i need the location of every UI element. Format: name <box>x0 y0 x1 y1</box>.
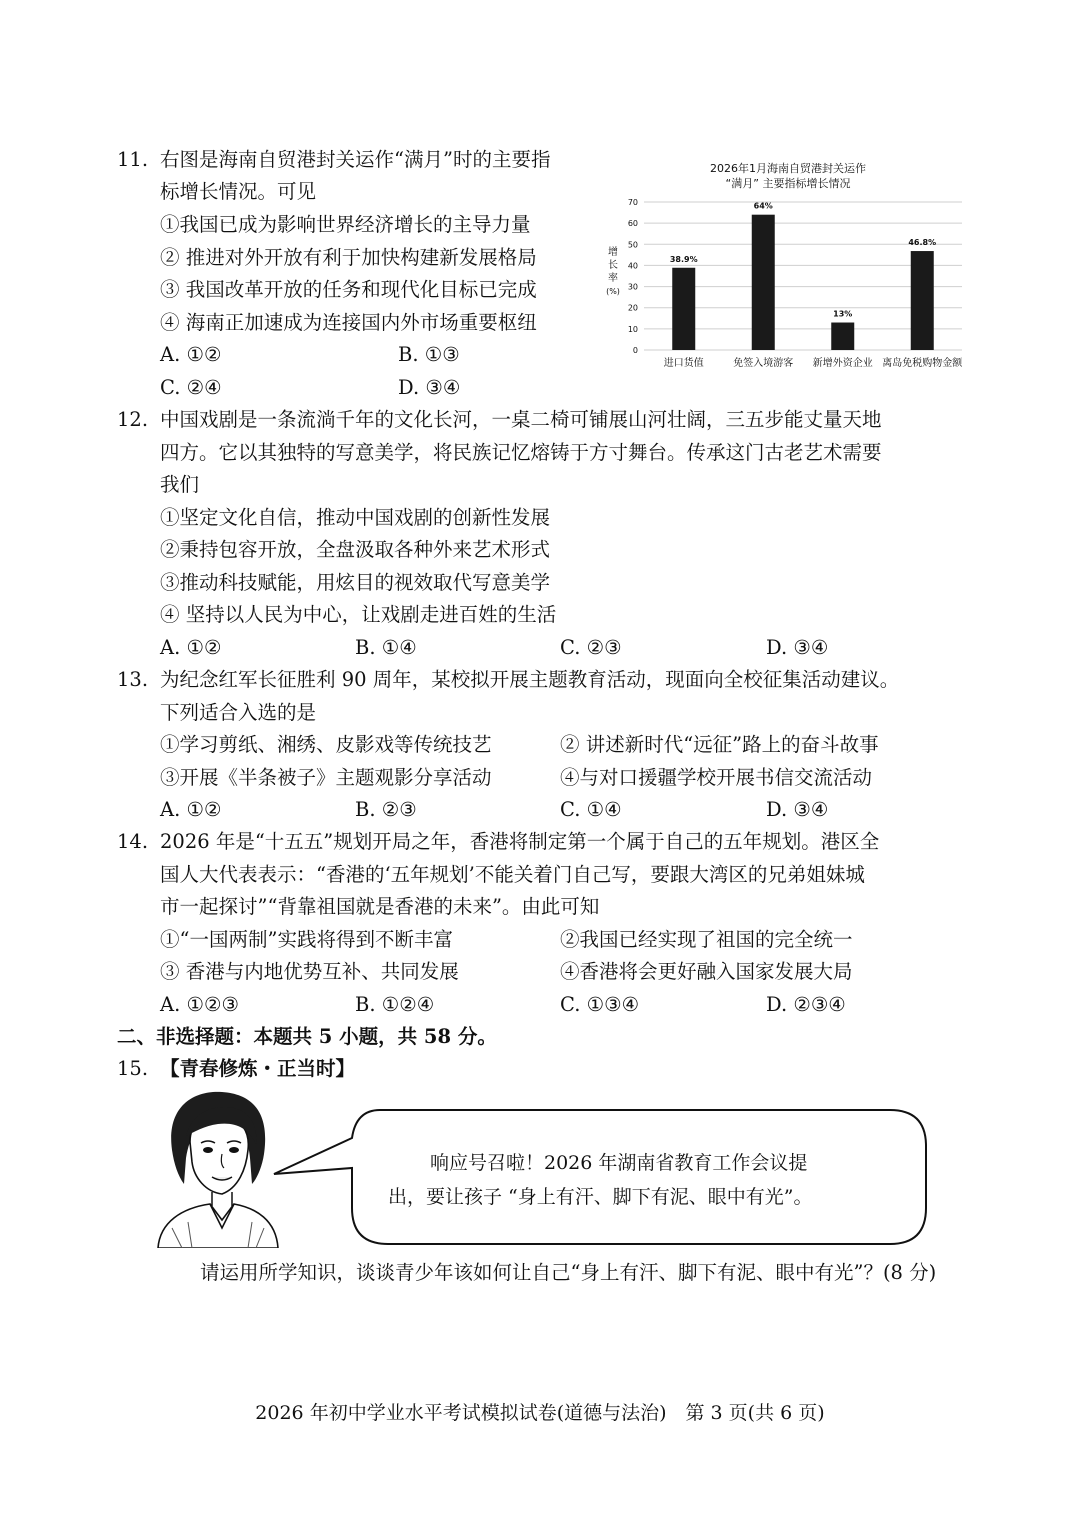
chart-title-line-1: 2026年1月海南自贸港封关运作 <box>710 162 866 175</box>
bubble-text-line: 响应号召啦！2026 年湖南省教育工作会议提 <box>430 1152 808 1174</box>
y-tick-label: 10 <box>627 324 638 334</box>
y-axis-label-char: 率 <box>608 273 618 284</box>
answer-option-a: A. ①②③ <box>160 993 239 1016</box>
answer-option-b: B. ②③ <box>355 798 417 821</box>
bubble-text-line: 出，要让孩子 “身上有汗、脚下有泥、眼中有光”。 <box>388 1186 813 1208</box>
y-tick-label: 40 <box>627 261 638 271</box>
y-axis-label-char: 长 <box>608 260 618 271</box>
bar-data-label: 46.8% <box>908 238 937 248</box>
y-axis-label-char: 增 <box>608 247 618 258</box>
question-stem-line: 国人大代表表示：“香港的‘五年规划’不能关着门自己写，要跟大湾区的兄弟姐妹城 <box>160 863 865 886</box>
question-number: 11. <box>117 148 149 171</box>
bar <box>672 268 695 350</box>
y-tick-label: 30 <box>627 282 638 292</box>
bar-data-label: 64% <box>753 201 773 211</box>
statement-item: ①坚定文化自信，推动中国戏剧的创新性发展 <box>160 506 551 529</box>
statement-item: ③ 香港与内地优势互补、共同发展 <box>160 960 459 983</box>
answer-option-a: A. ①② <box>160 636 222 659</box>
statement-item: ④ 坚持以人民为中心，让戏剧走进百姓的生活 <box>160 603 557 626</box>
answer-option-c: C. ②④ <box>160 376 222 399</box>
answer-option-c: C. ①④ <box>560 798 622 821</box>
statement-item: ①“一国两制”实践将得到不断丰富 <box>160 928 453 951</box>
y-axis-label-char: (%) <box>606 287 620 296</box>
question-stem-line: 我们 <box>160 473 200 496</box>
question-stem-line: 下列适合入选的是 <box>160 701 317 724</box>
y-tick-label: 50 <box>627 240 638 250</box>
answer-option-c: C. ①③④ <box>560 993 640 1016</box>
statement-item: ② 讲述新时代“远征”路上的奋斗故事 <box>560 733 879 756</box>
y-tick-label: 0 <box>632 346 638 355</box>
y-axis-label <box>606 245 620 296</box>
statement-item: ③ 我国改革开放的任务和现代化目标已完成 <box>160 278 537 301</box>
answer-option-d: D. ③④ <box>398 376 461 399</box>
bar-data-label: 13% <box>833 309 853 319</box>
bar <box>831 323 854 350</box>
statement-item: ③推动科技赋能，用炫目的视效取代写意美学 <box>160 571 551 594</box>
question-stem-line: 中国戏剧是一条流淌千年的文化长河，一桌二椅可铺展山河壮阔，三五步能丈量天地 <box>160 408 882 431</box>
answer-option-d: D. ②③④ <box>766 993 846 1016</box>
question-stem-line: 为纪念红军长征胜利 90 周年，某校拟开展主题教育活动，现面向全校征集活动建议。 <box>160 668 900 691</box>
answer-option-a: A. ①② <box>160 798 222 821</box>
answer-option-d: D. ③④ <box>766 636 829 659</box>
statement-item: ②我国已经实现了祖国的完全统一 <box>560 928 853 951</box>
statement-item: ④ 海南正加速成为连接国内外市场重要枢纽 <box>160 311 537 334</box>
statement-item: ①我国已成为影响世界经济增长的主导力量 <box>160 213 531 236</box>
answer-option-d: D. ③④ <box>766 798 829 821</box>
statement-item: ①学习剪纸、湘绣、皮影戏等传统技艺 <box>160 733 492 756</box>
answer-option-c: C. ②③ <box>560 636 622 659</box>
question-number: 13. <box>117 668 149 691</box>
bar <box>911 251 934 350</box>
x-category-label: 新增外资企业 <box>812 358 873 369</box>
statement-item: ② 推进对外开放有利于加快构建新发展格局 <box>160 246 537 269</box>
question-stem-line: 四方。它以其独特的写意美学，将民族记忆熔铸于方寸舞台。传承这门古老艺术需要 <box>160 441 882 464</box>
y-tick-label: 20 <box>627 303 638 313</box>
page-footer: 2026 年初中学业水平考试模拟试卷(道德与法治) 第 3 页(共 6 页) <box>255 1402 825 1424</box>
question-number: 12. <box>117 408 149 431</box>
bar <box>752 215 775 350</box>
answer-option-b: B. ①④ <box>355 636 417 659</box>
answer-option-b: B. ①③ <box>398 343 460 366</box>
answer-option-a: A. ①② <box>160 343 222 366</box>
bar-data-label: 38.9% <box>669 254 698 264</box>
girl-illustration <box>152 1088 282 1248</box>
answer-option-b: B. ①②④ <box>355 993 435 1016</box>
question-stem-line: 右图是海南自贸港封关运作“满月”时的主要指 <box>160 148 551 171</box>
section-heading: 二、非选择题：本题共 5 小题，共 58 分。 <box>117 1025 497 1048</box>
question-prompt: 请运用所学知识，谈谈青少年该如何让自己“身上有汗、脚下有泥、眼中有光”？(8 分) <box>200 1261 937 1284</box>
x-category-label: 进口货值 <box>663 358 704 369</box>
statement-item: ④香港将会更好融入国家发展大局 <box>560 960 853 983</box>
question-stem-line: 市一起探讨”“背靠祖国就是香港的未来”。由此可知 <box>160 895 600 918</box>
x-category-label: 离岛免税购物金额 <box>882 358 963 369</box>
bar-chart <box>600 158 972 376</box>
y-tick-label: 70 <box>627 198 638 207</box>
statement-item: ③开展《半条被子》主题观影分享活动 <box>160 766 492 789</box>
chart-title-line-2: “满月” 主要指标增长情况 <box>725 177 851 190</box>
question-title: 【青春修炼・正当时】 <box>160 1057 356 1080</box>
question-stem-line: 2026 年是“十五五”规划开局之年，香港将制定第一个属于自己的五年规划。港区全 <box>160 830 880 853</box>
x-category-label: 免签入境游客 <box>733 358 794 369</box>
question-number: 15. <box>117 1057 149 1080</box>
statement-item: ④与对口援疆学校开展书信交流活动 <box>560 766 873 789</box>
question-number: 14. <box>117 830 149 853</box>
question-stem-line: 标增长情况。可见 <box>160 180 317 203</box>
y-tick-label: 60 <box>627 219 638 229</box>
statement-item: ②秉持包容开放，全盘汲取各种外来艺术形式 <box>160 538 551 561</box>
